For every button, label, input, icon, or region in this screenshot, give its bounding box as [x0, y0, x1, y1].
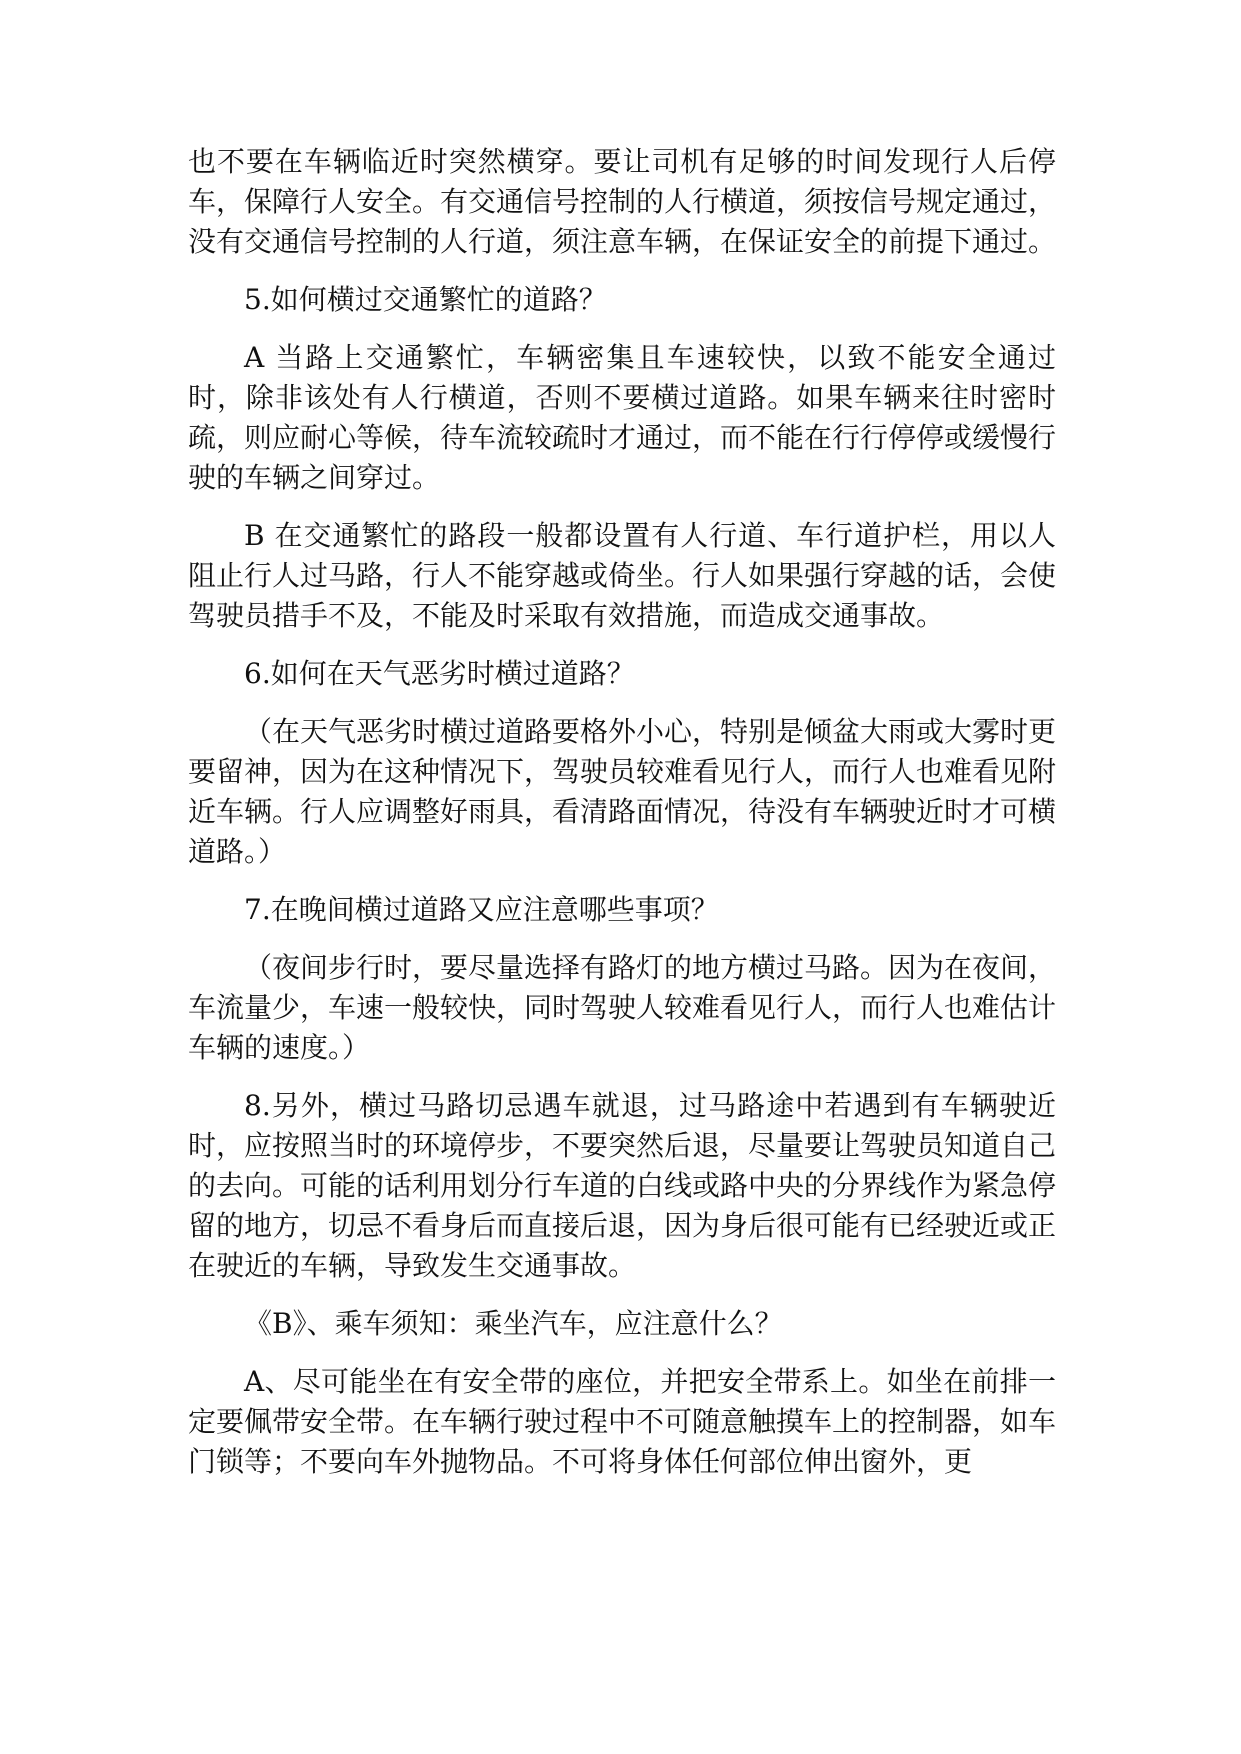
paragraph-6: （在天气恶劣时横过道路要格外小心，特别是倾盆大雨或大雾时更要留神，因为在这种情况下，驾驶员较难看见行人，而行人也难看见附近车辆。行人应调整好雨具，看清路面情况，待没有车辆驶近时才可横道路。）	[188, 715, 1057, 868]
paragraph-5a: A 当路上交通繁忙，车辆密集且车速较快，以致不能安全通过时，除非该处有人行横道，否则不要横过道路。如果车辆来往时密时疏，则应耐心等候，待车流较疏时才通过，而不能在行行停停或缓慢行驶的车辆之间穿过。	[188, 341, 1057, 494]
paragraph-7: （夜间步行时，要尽量选择有路灯的地方横过马路。因为在夜间，车流量少，车速一般较快，同时驾驶人较难看见行人，而行人也难估计车辆的速度。）	[188, 951, 1057, 1064]
document-body	[188, 142, 1056, 1482]
section-heading-b: 《B》、乘车须知：乘坐汽车，应注意什么？	[244, 1307, 783, 1340]
heading-question-5: 5.如何横过交通繁忙的道路？	[244, 283, 607, 316]
paragraph-continuation: 也不要在车辆临近时突然横穿。要让司机有足够的时间发现行人后停车，保障行人安全。有交通信号控制的人行横道，须按信号规定通过，没有交通信号控制的人行道，须注意车辆，在保证安全的前提下通过。	[188, 145, 1057, 258]
heading-question-6: 6.如何在天气恶劣时横过道路？	[244, 657, 635, 690]
paragraph-5b: B 在交通繁忙的路段一般都设置有人行道、车行道护栏，用以人阻止行人过马路，行人不能穿越或倚坐。行人如果强行穿越的话，会使驾驶员措手不及，不能及时采取有效措施，而造成交通事故。	[188, 519, 1057, 632]
heading-question-7: 7.在晚间横过道路又应注意哪些事项？	[244, 893, 719, 926]
paragraph-b-a: A、尽可能坐在有安全带的座位，并把安全带系上。如坐在前排一定要佩带安全带。在车辆行驶过程中不可随意触摸车上的控制器，如车门锁等；不要向车外抛物品。不可将身体任何部位伸出窗外，更	[188, 1365, 1057, 1478]
paragraph-8: 8.另外，横过马路切忌遇车就退，过马路途中若遇到有车辆驶近时，应按照当时的环境停步，不要突然后退，尽量要让驾驶员知道自己的去向。可能的话利用划分行车道的白线或路中央的分界线作为紧急停留的地方，切忌不看身后而直接后退，因为身后很可能有已经驶近或正在驶近的车辆，导致发生交通事故。	[188, 1089, 1057, 1282]
